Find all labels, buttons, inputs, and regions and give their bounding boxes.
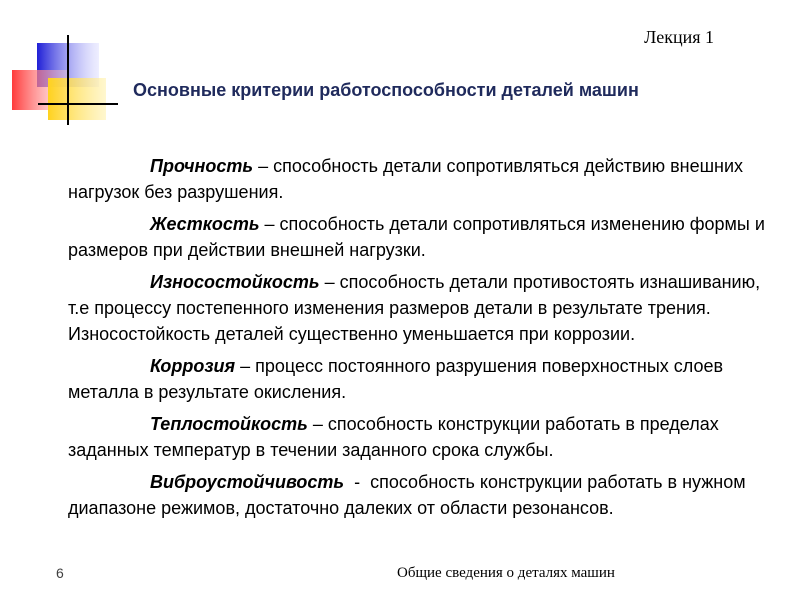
definition-term: Коррозия [150, 356, 236, 376]
definition-term: Виброустойчивость [150, 472, 345, 492]
definition-text: способность детали сопротивляться изменению формы и размеров при действии внешней нагрузки. [68, 214, 765, 260]
definition-text: способность детали противостоять изнашиванию, т.е процессу постепенного изменения размеров детали в результате трения. Износостойкость деталей существенно уменьшается при коррозии. [68, 272, 761, 344]
definition-term: Теплостойкость [150, 414, 308, 434]
slide-title: Основные критерии работоспособности деталей машин [133, 80, 639, 100]
definition-separator: – [253, 156, 274, 176]
decorative-color-blocks [0, 0, 120, 130]
definition-text: способность конструкции работать в нужном диапазоне режимов, достаточно далеких от области резонансов. [68, 472, 746, 518]
yellow-block [48, 78, 106, 120]
definition-text: процесс постоянного разрушения поверхностных слоев металла в результате окисления. [68, 356, 724, 402]
definition-strength [68, 153, 768, 205]
definition-term: Жесткость [150, 214, 260, 234]
page-number: 6 [56, 565, 64, 581]
definition-separator: – [319, 272, 340, 292]
definition-stiffness [68, 211, 768, 263]
definition-vibration-resistance [68, 469, 768, 521]
definition-separator: – [235, 356, 256, 376]
definition-separator: – [307, 414, 328, 434]
lecture-label: Лекция 1 [644, 27, 714, 47]
definitions-list [68, 153, 768, 527]
definition-text: способность конструкции работать в пределах заданных температур в течении заданного срока службы. [68, 414, 719, 460]
footer-title: Общие сведения о деталях машин [397, 565, 615, 581]
definition-term: Прочность [150, 156, 254, 176]
definition-wear-resistance [68, 269, 768, 347]
definition-separator: - [344, 472, 371, 492]
definition-term: Износостойкость [150, 272, 320, 292]
definition-text: способность детали сопротивляться действию внешних нагрузок без разрушения. [68, 156, 744, 202]
definition-heat-resistance [68, 411, 768, 463]
definition-separator: – [259, 214, 280, 234]
definition-corrosion [68, 353, 768, 405]
